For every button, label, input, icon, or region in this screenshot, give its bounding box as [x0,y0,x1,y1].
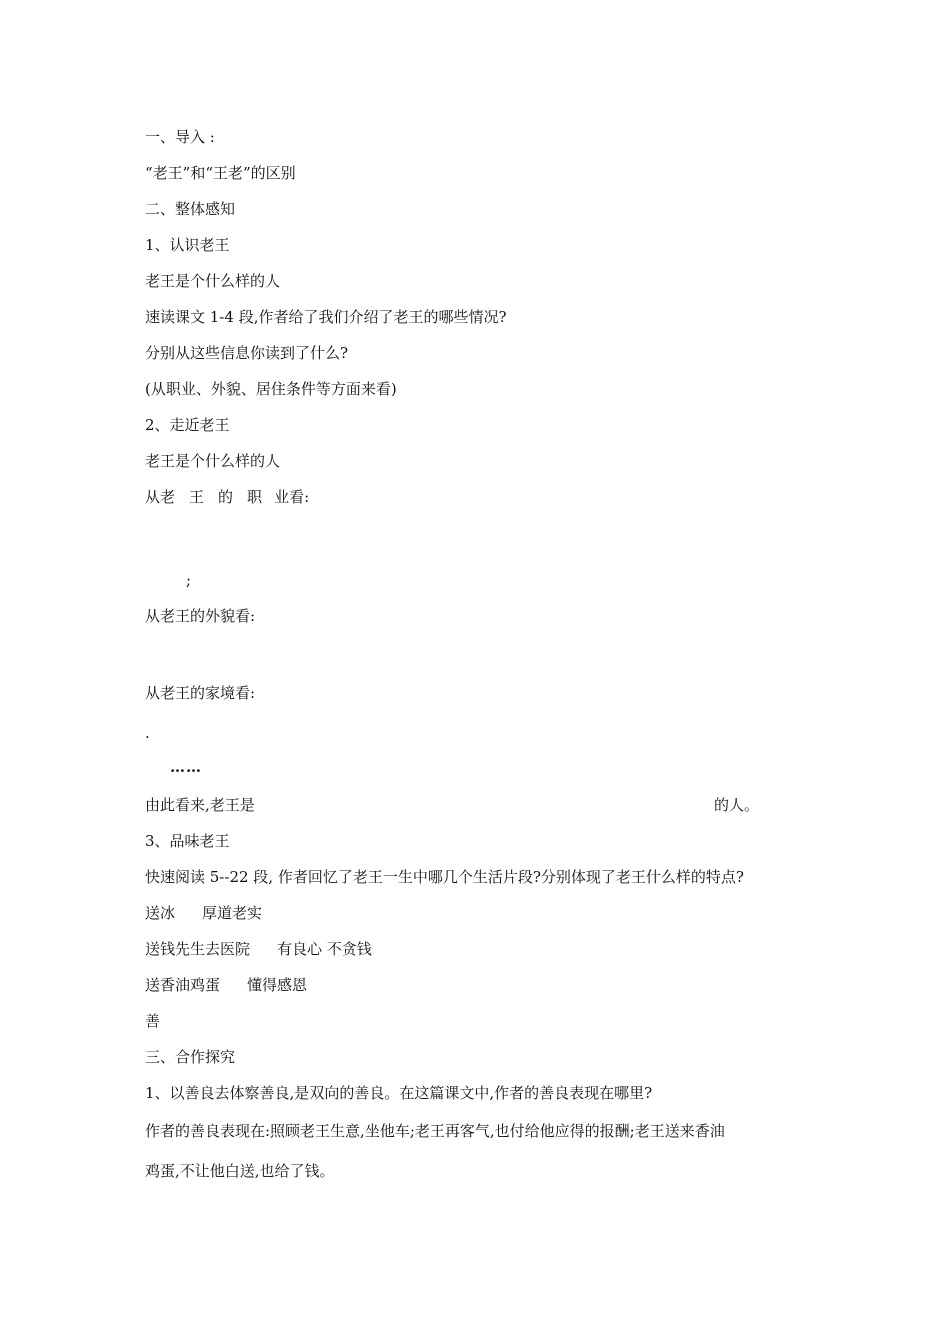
occupation-part: 职 [247,488,263,506]
text-line: 分别从这些信息你读到了什么? [145,344,349,362]
episode-event: 送冰 [145,904,176,922]
question-1: 1、以善良去体察善良,是双向的善良。在这篇课文中,作者的善良表现在哪里? [145,1084,653,1102]
occupation-line [145,487,309,507]
conclusion-end: 的人。 [714,796,760,814]
text-line: 老王是个什么样的人 [145,272,281,290]
semicolon: ; [186,571,192,589]
conclusion-start: 由此看来,老王是 [145,796,255,814]
occupation-part: 业看: [274,488,310,506]
episode-row [145,939,372,959]
episode-event: 送钱先生去医院 [145,940,251,958]
heading-overall: 二、整体感知 [145,200,236,218]
occupation-part: 从老 [145,488,176,506]
episode-trait: 有良心 不贪钱 [277,940,372,958]
episode-trait: 厚道老实 [202,904,263,922]
subheading-know: 1、认识老王 [145,236,230,254]
subheading-savor: 3、品味老王 [145,832,230,850]
answer-1-line-2: 鸡蛋,不让他白送,也给了钱。 [145,1162,335,1180]
occupation-part: 王 [189,488,205,506]
text-line: 老王是个什么样的人 [145,452,281,470]
appearance-line: 从老王的外貌看: [145,607,256,625]
answer-1-line-1: 作者的善良表现在:照顾老王生意,坐他车;老王再客气,也付给他应得的报酬;老王送来香油 [145,1122,725,1140]
subheading-approach: 2、走近老王 [145,416,230,434]
intro-question: “老王”和“王老”的区别 [145,164,296,182]
text-line: 快速阅读 5--22 段, 作者回忆了老王一生中哪几个生活片段?分别体现了老王什么样的特点? [145,868,744,886]
occupation-part: 的 [218,488,234,506]
heading-intro: 一、导入 : [145,128,215,146]
ellipsis: …… [170,758,202,776]
dot: . [145,724,150,742]
kindness-word: 善 [145,1012,161,1030]
heading-cooperate: 三、合作探究 [145,1048,236,1066]
episode-event: 送香油鸡蛋 [145,976,221,994]
text-line: 速读课文 1-4 段,作者给了我们介绍了老王的哪些情况? [145,308,507,326]
episode-trait: 懂得感恩 [247,976,308,994]
text-line: (从职业、外貌、居住条件等方面来看) [145,380,397,398]
family-line: 从老王的家境看: [145,684,256,702]
episode-row [145,975,307,995]
episode-row [145,903,262,923]
